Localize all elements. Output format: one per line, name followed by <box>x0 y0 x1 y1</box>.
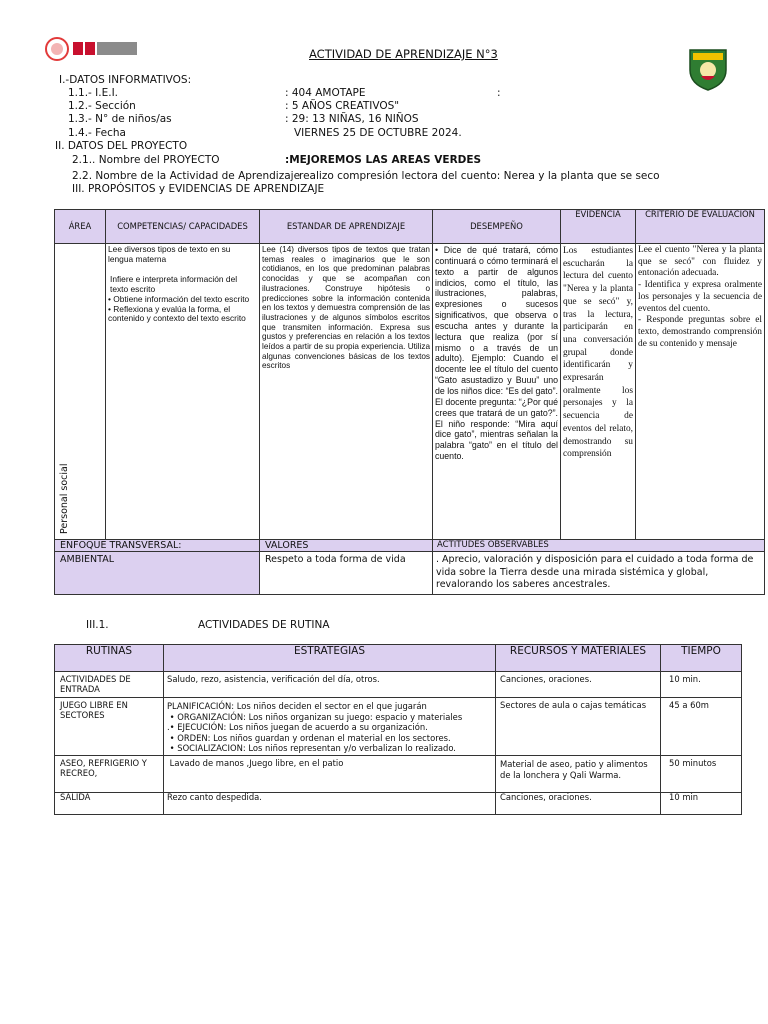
header-criterio: CRITERIO DE EVALUACION <box>636 210 765 244</box>
tiempo-entrada: 10 min. <box>661 672 742 698</box>
evidencia-cell <box>561 244 636 540</box>
estrategia-orden: • ORDEN: Los niños guardan y ordenan el material en los sectores. <box>167 732 451 743</box>
estrategia-entrada: Saludo, rezo, asistencia, verificación del día, otros. <box>164 672 496 698</box>
section3-heading: III. PROPÓSITOS y EVIDENCIAS DE APRENDIZAJE <box>72 183 325 195</box>
ninos-label: 1.3.- N° de niños/as <box>68 113 172 125</box>
header-evidencia: EVIDENCIA <box>561 210 636 244</box>
criterio-line-2: - Identifica y expresa oralmente los personajes y la secuencia de eventos del cuento. <box>638 280 762 314</box>
project-label: 2.1.. Nombre del PROYECTO <box>72 154 220 166</box>
iei-label: 1.1.- I.E.I. <box>68 87 119 99</box>
desempeno-text: • Dice de qué tratará, cómo continuará o cómo terminará el texto a partir de algunos indicios, como el título, las ilustraciones, palabras, expresiones o sucesos significativos, que observa o escucha antes y durante la lectura que realiza (por sí mismo o a través de un adulto). Ejemplo: Cuando el docente lee el título del cuento “Gato asustadizo y Buuu” uno de los niños dice: “Es del gato”. El docente pregunta: “¿Por qué crees que tratará de un gato?”. El niño responde: “Mira aquí dice gato”, mientras señalan la palabra “gato” en el título del cuento. <box>435 245 558 462</box>
competencias-cell <box>106 244 260 540</box>
estrategia-ejecucion: .• EJECUCIÓN: Los niños juegan de acuerdo a su organización. <box>167 722 428 733</box>
routine-header-estrategias: ESTRATEGIAS <box>164 645 496 672</box>
ninos-value: : 29: 13 NIÑAS, 16 NIÑOS <box>285 113 419 125</box>
fecha-value: VIERNES 25 DE OCTUBRE 2024. <box>294 127 462 139</box>
rutina-juego: JUEGO LIBRE EN SECTORES <box>55 698 164 756</box>
section1-heading: I.-DATOS INFORMATIVOS: <box>59 74 192 86</box>
estandar-cell <box>260 244 433 540</box>
table-row <box>55 698 742 756</box>
estrategia-planificacion: PLANIFICACIÓN: Los niños deciden el sector en el que jugarán <box>167 701 427 711</box>
capacidad-infiere: Infiere e interpreta información del texto escrito <box>110 273 238 294</box>
fecha-label: 1.4.- Fecha <box>68 127 126 139</box>
tiempo-juego: 45 a 60m <box>661 698 742 756</box>
criterio-line-1: Lee el cuento "Nerea y la planta que se secó" con fluidez y entonación adecuada. <box>638 245 762 279</box>
routine-heading: ACTIVIDADES DE RUTINA <box>198 619 330 631</box>
seccion-value: : 5 AÑOS CREATIVOS" <box>285 100 400 112</box>
section2-heading: II. DATOS DEL PROYECTO <box>55 140 188 152</box>
routine-header-tiempo: TIEMPO <box>661 645 742 672</box>
iei-extra: : <box>497 87 501 99</box>
enfoque-label: ENFOQUE TRANSVERSAL: <box>55 540 260 552</box>
recursos-salida: Canciones, oraciones. <box>496 793 661 815</box>
actitudes-label: ACTITUDES OBSERVABLES <box>433 540 765 552</box>
estrategia-socializacion: • SOCIALIZACION: Los niños representan y/o verbalizan lo realizado. <box>167 743 456 754</box>
capacidad-reflexiona: • Reflexiona y evalúa la forma, el contenido y contexto del texto escrito <box>108 303 246 324</box>
area-label: Personal social <box>59 463 70 534</box>
routine-table <box>54 644 742 815</box>
capacidad-obtiene: • Obtiene información del texto escrito <box>108 293 250 304</box>
criterio-cell <box>636 244 765 540</box>
estrategia-juego <box>164 698 496 756</box>
purpose-table <box>54 209 765 595</box>
valores-label: VALORES <box>260 540 433 552</box>
document-title: ACTIVIDAD DE APRENDIZAJE N°3 <box>309 47 498 61</box>
routine-header-rutinas: RUTINAS <box>55 645 164 672</box>
criterio-line-3: - Responde preguntas sobre el texto, demostrando comprensión de su contenido y mensaje <box>638 315 762 349</box>
rutina-aseo: ASEO, REFRIGERIO Y RECREO, <box>55 756 164 793</box>
header-desempeno: DESEMPEÑO <box>433 210 561 244</box>
school-crest-icon <box>686 46 730 92</box>
area-cell <box>55 244 106 540</box>
actitud-value: . Aprecio, valoración y disposición para el cuidado a toda forma de vida sobre la Tierra desde una mirada sistémica y global, revalorando los saberes ancestrales. <box>433 552 765 595</box>
seccion-label: 1.2.- Sección <box>68 100 136 112</box>
estrategia-aseo: Lavado de manos ,Juego libre, en el patio <box>164 756 496 793</box>
table-row <box>55 793 742 815</box>
iei-value: : 404 AMOTAPE <box>285 87 366 99</box>
routine-number: III.1. <box>86 619 109 631</box>
recursos-entrada: Canciones, oraciones. <box>496 672 661 698</box>
estandar-text: Lee (14) diversos tipos de textos que tratan temas reales o imaginarios que le son cotidianos, en los que predominan palabras conocidas y que se acompañan con ilustraciones. Construye hipótesis o predicciones sobre la información contenida en los textos y demuestra comprensión de las ilustraciones y de algunos símbolos escritos que transmiten información. Expresa sus gustos y preferencias en relación a los textos leídos a partir de su propia experiencia. Utiliza algunas convenciones básicas de los textos escritos <box>262 245 430 371</box>
valor-value: Respeto a toda forma de vida <box>260 552 433 595</box>
evidencia-text: Los estudiantes escucharán la lectura del cuento "Nerea y la planta que se secó" y, tras la lectura, participarán en una conversación grupal donde identificarán y expresarán oralmente los personajes y la secuencia de eventos del relato, demostrando su comprensión <box>563 246 633 460</box>
tiempo-aseo: 50 minutos <box>661 756 742 793</box>
project-value: :MEJOREMOS LAS AREAS VERDES <box>285 154 482 166</box>
rutina-salida: SALIDA <box>55 793 164 815</box>
header-area: ÁREA <box>55 210 106 244</box>
table-row <box>55 756 742 793</box>
activity-label: 2.2. Nombre de la Actividad de Aprendizaje <box>72 170 301 182</box>
table-row <box>55 672 742 698</box>
activity-value: realizo compresión lectora del cuento: Nerea y la planta que se seco <box>299 170 660 182</box>
enfoque-value: AMBIENTAL <box>55 552 260 595</box>
minedu-logo <box>45 36 140 62</box>
estrategia-organizacion: • ORGANIZACIÓN: Los niños organizan su juego: espacio y materiales <box>167 711 463 722</box>
desempeno-cell <box>433 244 561 540</box>
header-competencias: COMPETENCIAS/ CAPACIDADES <box>106 210 260 244</box>
recursos-juego: Sectores de aula o cajas temáticas <box>496 698 661 756</box>
rutina-entrada: ACTIVIDADES DE ENTRADA <box>55 672 164 698</box>
header-estandar: ESTANDAR DE APRENDIZAJE <box>260 210 433 244</box>
routine-header-recursos: RECURSOS Y MATERIALES <box>496 645 661 672</box>
recursos-aseo: Material de aseo, patio y alimentos de la lonchera y Qali Warma. <box>496 756 661 793</box>
estrategia-salida: Rezo canto despedida. <box>164 793 496 815</box>
tiempo-salida: 10 min <box>661 793 742 815</box>
competencia-main: Lee diversos tipos de texto en su lengua materna <box>108 244 231 264</box>
